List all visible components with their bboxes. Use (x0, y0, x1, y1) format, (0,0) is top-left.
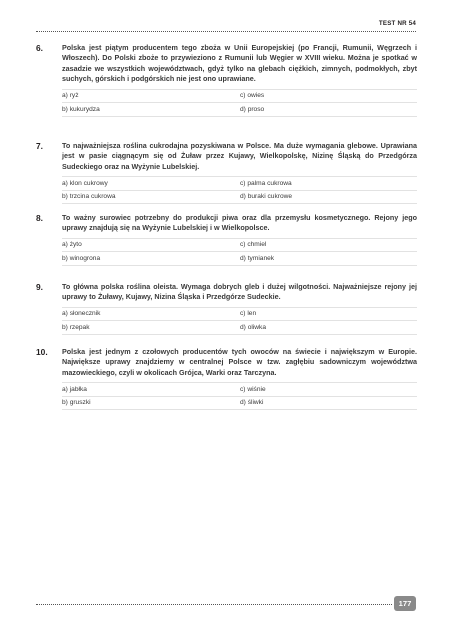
options-row (62, 102, 417, 117)
question-text: To główna polska roślina oleista. Wymaga dobrych gleb i dużej wilgotności. Najważniejsze rejony jej uprawy to Żuławy, Kujawy, Nizina Śląska i Przedgórze Sudeckie. (62, 282, 417, 302)
question-8 (36, 213, 417, 266)
option-c[interactable]: c) wiśnie (240, 385, 266, 393)
question-9 (36, 282, 417, 335)
option-c[interactable]: c) len (240, 310, 257, 318)
options-row (62, 89, 417, 103)
footer-divider (36, 604, 392, 605)
option-a[interactable]: a) słonecznik (62, 310, 101, 318)
question-text: To ważny surowiec potrzebny do produkcji piwa oraz dla przemysłu kosmetycznego. Rejony jego uprawy znajdują się na Wyżynie Lubelskiej i w Wielkopolsce. (62, 213, 417, 233)
option-a[interactable]: a) żyto (62, 241, 82, 249)
question-number: 8. (36, 213, 43, 223)
option-b[interactable]: b) rzepak (62, 323, 90, 331)
option-c[interactable]: c) owies (240, 92, 265, 100)
option-d[interactable]: d) proso (240, 105, 265, 113)
question-number: 9. (36, 282, 43, 292)
options-row (62, 238, 417, 252)
option-d[interactable]: d) śliwki (240, 399, 264, 407)
question-text: Polska jest piątym producentem tego zboża w Unii Europejskiej (po Francji, Rumunii, Węgrzech i Włoszech). Do Polski zboże to przywieziono z Rumunii lub Węgier w XVIII wieku. Można je spotkać w zasadzie we wszystkich województwach, gdyż tylko na glebach ciężkich, zimnych, podmokłych, zbyt suchych, górskich i podgórskich nie jest ono uprawiane. (62, 43, 417, 84)
option-a[interactable]: a) ryż (62, 92, 79, 100)
question-number: 7. (36, 141, 43, 151)
options-row (62, 190, 417, 205)
page-number-badge: 177 (394, 596, 416, 611)
options-row (62, 251, 417, 266)
answer-options (62, 89, 417, 117)
options-row (62, 307, 417, 321)
options-row (62, 396, 417, 411)
question-7 (36, 141, 417, 204)
option-d[interactable]: d) buraki cukrowe (240, 193, 293, 201)
header-divider (36, 31, 416, 32)
answer-options (62, 382, 417, 410)
options-row (62, 382, 417, 396)
answer-options (62, 238, 417, 266)
option-b[interactable]: b) winogrona (62, 254, 101, 262)
option-d[interactable]: d) tymianek (240, 254, 275, 262)
page-header-label: TEST NR 54 (378, 20, 416, 27)
question-text: To najważniejsza roślina cukrodajna pozyskiwana w Polsce. Ma duże wymagania glebowe. Uprawiana jest w pasie ciągnącym się od Żuław przez Kujawy, Wielkopolskę, Nizinę Śląską do Przedgórza Sudeckiego oraz na Wyżynie Lubelskiej. (62, 141, 417, 171)
question-10 (36, 347, 417, 410)
option-b[interactable]: b) gruszki (62, 399, 91, 407)
option-b[interactable]: b) trzcina cukrowa (62, 193, 116, 201)
question-text: Polska jest jednym z czołowych producentów tych owoców na świecie i największym w Europie. Największe uprawy znajdziemy w centralnej Polsce w tzw. zagłębiu sadowniczym województwa mazowieckiego, czyli w okolicach Grójca, Warki oraz Tarczyna. (62, 347, 417, 377)
question-6 (36, 43, 417, 117)
option-a[interactable]: a) klon cukrowy (62, 179, 108, 187)
option-c[interactable]: c) palma cukrowa (240, 179, 292, 187)
option-b[interactable]: b) kukurydza (62, 105, 100, 113)
option-d[interactable]: d) oliwka (240, 323, 267, 331)
options-row (62, 320, 417, 335)
options-row (62, 176, 417, 190)
answer-options (62, 307, 417, 335)
option-c[interactable]: c) chmiel (240, 241, 267, 249)
question-number: 6. (36, 43, 43, 53)
question-number: 10. (36, 347, 48, 357)
answer-options (62, 176, 417, 204)
option-a[interactable]: a) jabłka (62, 385, 87, 393)
